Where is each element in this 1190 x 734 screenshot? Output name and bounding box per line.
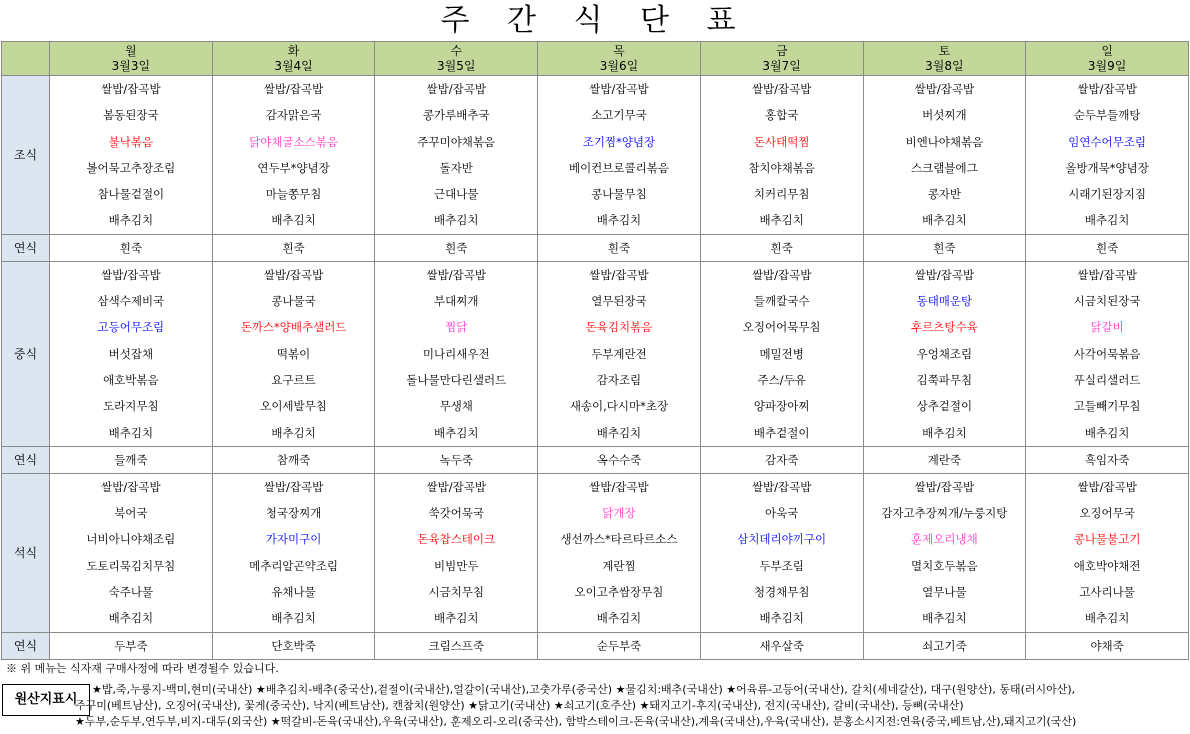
menu-item: 쌀밥/잡곡밥: [914, 267, 975, 282]
menu-item: 배추김치: [596, 425, 642, 440]
menu-item: 생선까스*타르타르소스: [560, 532, 678, 547]
menu-body: [2, 76, 1189, 660]
menu-item: 배추김치: [271, 611, 316, 626]
menu-item: 돌자반: [439, 160, 473, 175]
menu-item: 참나물겉절이: [97, 187, 165, 202]
menu-cell: [212, 446, 375, 473]
menu-cell: [863, 473, 1026, 632]
menu-item: 쌀밥/잡곡밥: [589, 82, 649, 96]
menu-cell: [50, 261, 213, 446]
day-date: 3월4일: [274, 58, 313, 73]
day-name: 화: [287, 43, 300, 58]
menu-item: 오이고추쌈장무침: [574, 585, 664, 600]
day-date: 3월3일: [111, 58, 151, 73]
menu-item: 버섯찌개: [922, 108, 967, 123]
day-header: [375, 42, 538, 76]
menu-item: 사각어묵볶음: [1073, 346, 1141, 361]
snack-row: [2, 446, 1189, 473]
meal-row: [2, 261, 1189, 446]
menu-cell: [1026, 473, 1189, 632]
menu-item: 새송이,다시마*초장: [569, 399, 669, 414]
menu-cell: [700, 261, 863, 446]
menu-item: 배추김치: [922, 611, 967, 626]
menu-item: 쌀밥/잡곡밥: [589, 267, 649, 282]
porridge-item: 흰죽: [933, 240, 956, 255]
menu-cell: [700, 446, 863, 473]
menu-item: 미나리새우전: [422, 346, 490, 361]
menu-item: 배추김치: [108, 213, 154, 228]
meal-label: 석식: [2, 473, 50, 632]
menu-item: 동태매운탕: [916, 294, 973, 309]
menu-item: 두부계란전: [591, 346, 647, 361]
porridge-item: 흰죽: [607, 240, 631, 255]
menu-item: 숙주나물: [108, 585, 154, 600]
menu-item: 비빔만두: [434, 558, 479, 573]
meal-label: 연식: [2, 632, 50, 659]
menu-item: 조기찜*양념장: [582, 134, 656, 149]
menu-item: 고등어무조림: [97, 320, 165, 335]
porridge-item: 새우살죽: [759, 638, 804, 653]
menu-item: 배추김치: [1084, 213, 1130, 228]
day-header-row: [2, 42, 1189, 76]
menu-item: 근대나물: [434, 187, 479, 202]
menu-item: 쌀밥/잡곡밥: [751, 479, 812, 494]
menu-item: 버섯잡채: [108, 346, 154, 361]
menu-item: 배추김치: [922, 213, 967, 228]
menu-cell: [212, 76, 375, 235]
day-date: 3월9일: [1087, 58, 1127, 73]
day-date: 3월8일: [925, 58, 964, 73]
menu-cell: [863, 261, 1026, 446]
menu-cell: [375, 261, 538, 446]
menu-item: 돈사태떡찜: [753, 134, 810, 149]
menu-cell: [375, 473, 538, 632]
menu-cell: [538, 76, 701, 235]
menu-cell: [212, 234, 375, 261]
menu-item: 김쭉파무침: [916, 372, 973, 387]
menu-item: 요구르트: [271, 372, 316, 387]
menu-cell: [1026, 446, 1189, 473]
menu-item: 멸치호두볶음: [911, 558, 978, 573]
menu-cell: [700, 473, 863, 632]
menu-item: 상추겉절이: [916, 399, 973, 414]
menu-item: 애호박볶음: [103, 372, 159, 387]
menu-item: 너비아니야채조림: [86, 532, 176, 547]
menu-item: 쌀밥/잡곡밥: [101, 479, 161, 494]
page-title: 주 간 식 단 표: [440, 3, 750, 38]
menu-item: 쌀밥/잡곡밥: [914, 479, 975, 494]
menu-item: 콩가루배추국: [422, 108, 490, 123]
day-name: 수: [450, 43, 463, 58]
menu-item: 후르츠탕수육: [911, 320, 978, 335]
menu-cell: [1026, 261, 1189, 446]
meal-label: 중식: [2, 261, 50, 446]
menu-cell: [50, 76, 213, 235]
menu-item: 가자미구이: [265, 532, 322, 547]
menu-item: 두부조림: [759, 558, 804, 573]
menu-item: 쌀밥/잡곡밥: [1077, 267, 1137, 282]
menu-item: 불낙볶음: [108, 134, 154, 149]
menu-item: 콩자반: [927, 187, 962, 202]
porridge-item: 야채죽: [1090, 638, 1124, 653]
menu-item: 북어국: [114, 506, 148, 521]
menu-item: 푸실리샐러드: [1073, 372, 1141, 387]
menu-item: 배추김치: [1084, 611, 1130, 626]
snack-row: [2, 632, 1189, 659]
menu-item: 배추김치: [759, 611, 804, 626]
menu-item: 임연수어무조림: [1068, 134, 1146, 149]
day-name: 월: [125, 43, 137, 58]
menu-cell: [375, 446, 538, 473]
day-date: 3월5일: [437, 58, 476, 73]
menu-item: 배추겉절이: [753, 425, 810, 440]
menu-item: 훈제오리냉채: [911, 532, 978, 547]
menu-item: 쌀밥/잡곡밥: [263, 82, 324, 96]
menu-cell: [375, 234, 538, 261]
day-header: [863, 42, 1026, 76]
menu-item: 도라지무침: [103, 399, 159, 414]
menu-item: 배추김치: [922, 425, 967, 440]
menu-item: 배추김치: [759, 213, 804, 228]
menu-item: 들깨칼국수: [753, 294, 810, 309]
menu-item: 애호박야채전: [1073, 558, 1141, 573]
menu-item: 베이컨브로콜리볶음: [568, 160, 669, 175]
menu-item: 쌀밥/잡곡밥: [1077, 479, 1137, 494]
menu-item: 열무나물: [922, 585, 967, 600]
menu-item: 닭개장: [602, 506, 636, 521]
menu-item: 떡볶이: [276, 346, 311, 361]
menu-cell: [50, 446, 213, 473]
menu-item: 돈육찹스테이크: [417, 532, 496, 547]
menu-item: 순두부들깨탕: [1073, 108, 1141, 123]
menu-item: 돈육김치볶음: [585, 320, 653, 335]
menu-item: 쌀밥/잡곡밥: [751, 267, 812, 282]
day-header: [1026, 42, 1189, 76]
menu-item: 돌나물만다린샐러드: [406, 372, 507, 387]
menu-item: 봄동된장국: [103, 108, 159, 123]
porridge-item: 녹두죽: [439, 452, 473, 467]
menu-item: 쌀밥/잡곡밥: [1077, 82, 1137, 96]
menu-item: 올방개묵*양념장: [1065, 160, 1149, 175]
menu-item: 고들빼기무침: [1073, 399, 1141, 414]
day-name: 목: [613, 43, 625, 58]
porridge-item: 흰죽: [282, 240, 305, 255]
menu-cell: [375, 76, 538, 235]
snack-row: [2, 234, 1189, 261]
menu-item: 우엉채조림: [916, 346, 973, 361]
menu-item: 오징어어묵무침: [742, 320, 821, 335]
day-date: 3월6일: [599, 58, 639, 73]
menu-item: 양파장아찌: [753, 399, 810, 414]
porridge-item: 흰죽: [1096, 240, 1119, 255]
menu-item: 콩나물국: [271, 294, 316, 309]
menu-cell: [212, 261, 375, 446]
origin-line-3: ★두부,순두부,연두부,비지-대두(외국산) ★떡갈비-돈육(국내산),우육(국내산), 훈제오리-오리(중국산), 함박스테이크-돈육(국내산),계육(국내산),우육(국내산), 분홍소시지전:연육(중국,베트남,산),돼지고기(국산): [75, 715, 1077, 728]
porridge-item: 옥수수죽: [596, 452, 642, 467]
menu-item: 배추김치: [108, 425, 154, 440]
menu-item: 메밀전병: [759, 346, 804, 361]
menu-item: 닭야채굴소스볶음: [249, 134, 338, 149]
porridge-item: 크림스프죽: [428, 638, 485, 653]
menu-item: 배추김치: [434, 425, 479, 440]
menu-item: 시금치무침: [428, 585, 485, 600]
menu-item: 배추김치: [434, 611, 479, 626]
porridge-item: 흑임자죽: [1084, 452, 1130, 467]
menu-cell: [212, 473, 375, 632]
menu-item: 청국장찌개: [265, 506, 322, 521]
menu-item: 삼색수제비국: [97, 294, 165, 309]
menu-item: 고사리나물: [1079, 585, 1135, 600]
menu-cell: [50, 632, 213, 659]
menu-item: 배추김치: [596, 213, 642, 228]
menu-item: 쌀밥/잡곡밥: [426, 267, 486, 282]
menu-item: 참치야채볶음: [748, 160, 815, 175]
menu-cell: [863, 234, 1026, 261]
day-date: 3월7일: [762, 58, 801, 73]
header-corner: [2, 42, 50, 76]
menu-item: 볼어묵고추장조림: [86, 160, 176, 175]
menu-item: 콩나물무침: [591, 187, 647, 202]
menu-item: 배추김치: [108, 611, 154, 626]
menu-item: 쌀밥/잡곡밥: [101, 267, 161, 282]
menu-item: 쑥갓어묵국: [428, 506, 485, 521]
menu-cell: [538, 632, 701, 659]
menu-item: 오징어무국: [1079, 506, 1135, 521]
meal-label: 연식: [2, 446, 50, 473]
menu-item: 계란찜: [602, 558, 636, 573]
menu-item: 감자조림: [596, 372, 642, 387]
menu-cell: [538, 473, 701, 632]
porridge-item: 흰죽: [770, 240, 793, 255]
menu-item: 배추김치: [271, 425, 316, 440]
day-header: [50, 42, 213, 76]
menu-item: 찜닭: [445, 320, 468, 335]
porridge-item: 감자죽: [765, 452, 799, 467]
menu-item: 쌀밥/잡곡밥: [426, 479, 486, 494]
menu-cell: [538, 234, 701, 261]
menu-item: 도토리묵김치무침: [86, 558, 176, 573]
menu-item: 시래기된장지짐: [1068, 187, 1146, 202]
menu-cell: [863, 632, 1026, 659]
menu-item: 마늘쫑무침: [265, 187, 322, 202]
menu-item: 콩나물불고기: [1073, 532, 1141, 547]
day-header: [700, 42, 863, 76]
menu-cell: [863, 76, 1026, 235]
menu-item: 쌀밥/잡곡밥: [263, 267, 324, 282]
porridge-item: 순두부죽: [596, 638, 642, 653]
menu-item: 열무된장국: [591, 294, 647, 309]
day-name: 일: [1101, 43, 1113, 58]
menu-item: 배추김치: [271, 213, 316, 228]
menu-item: 배추김치: [1084, 425, 1130, 440]
menu-item: 쌀밥/잡곡밥: [263, 479, 324, 494]
menu-item: 쌀밥/잡곡밥: [101, 82, 161, 96]
menu-item: 아욱국: [765, 506, 799, 521]
menu-item: 배추김치: [596, 611, 642, 626]
menu-change-note: ※ 위 메뉴는 식자재 구매사정에 따라 변경될수 있습니다.: [6, 662, 279, 675]
menu-item: 감자맑은국: [265, 108, 322, 123]
menu-item: 시금치된장국: [1073, 294, 1141, 309]
menu-item: 닭갈비: [1090, 320, 1124, 335]
menu-cell: [1026, 234, 1189, 261]
menu-item: 쌀밥/잡곡밥: [589, 479, 649, 494]
origin-line-2: 주꾸미(베트남산), 오징어(국내산), 꽃게(중국산), 낙지(베트남산), 캔참치(원양산) ★닭고기(국내산) ★쇠고기(호주산) ★돼지고기-후지(국내산), 전지(국내산), 갈비(국내산), 등뼈(국내산): [75, 699, 964, 712]
meal-row: [2, 473, 1189, 632]
menu-cell: [50, 234, 213, 261]
menu-cell: [1026, 632, 1189, 659]
menu-item: 치커리무침: [753, 187, 810, 202]
menu-item: 삼치데리야끼구이: [737, 532, 827, 547]
menu-item: 부대찌개: [434, 294, 479, 309]
menu-cell: [700, 632, 863, 659]
menu-item: 쌀밥/잡곡밥: [426, 82, 486, 96]
menu-item: 연두부*양념장: [257, 160, 330, 175]
porridge-item: 들깨죽: [114, 452, 148, 467]
menu-item: 주꾸미야채볶음: [417, 134, 496, 149]
menu-cell: [863, 446, 1026, 473]
porridge-item: 두부죽: [114, 638, 148, 653]
menu-item: 메추리알곤약조림: [249, 558, 338, 573]
menu-cell: [700, 76, 863, 235]
porridge-item: 참깨죽: [276, 452, 311, 467]
meal-label: 조식: [2, 76, 50, 235]
menu-item: 감자고추장찌개/누룽지탕: [881, 506, 1008, 521]
menu-cell: [700, 234, 863, 261]
menu-item: 주스/두유: [757, 372, 806, 387]
porridge-item: 흰죽: [445, 240, 468, 255]
menu-item: 비엔나야채볶음: [905, 134, 984, 149]
menu-item: 청경채무침: [753, 585, 810, 600]
meal-row: [2, 76, 1189, 235]
weekly-menu-table: [1, 41, 1189, 660]
menu-cell: [212, 632, 375, 659]
menu-item: 스크램블에그: [911, 160, 978, 175]
menu-item: 돈까스*양배추샐러드: [240, 320, 347, 335]
day-header: [212, 42, 375, 76]
menu-cell: [538, 261, 701, 446]
menu-cell: [1026, 76, 1189, 235]
menu-cell: [375, 632, 538, 659]
menu-cell: [538, 446, 701, 473]
menu-item: 소고기무국: [591, 108, 647, 123]
day-name: 금: [775, 43, 788, 58]
porridge-item: 계란죽: [927, 452, 962, 467]
menu-item: 배추김치: [434, 213, 479, 228]
menu-item: 쌀밥/잡곡밥: [914, 82, 975, 96]
porridge-item: 흰죽: [119, 240, 142, 255]
day-name: 토: [938, 43, 951, 58]
day-header: [538, 42, 701, 76]
menu-item: 유채나물: [271, 585, 316, 600]
origin-label: 원산지표시: [2, 684, 90, 716]
menu-item: 무생채: [439, 399, 473, 414]
porridge-item: 쇠고기죽: [922, 638, 967, 653]
origin-line-1: ★밥,죽,누룽지-백미,현미(국내산) ★배추김치-배추(중국산),겉절이(국내산),얼갈이(국내산),고춧가루(중국산) ★물김치:배추(국내산) ★어육류-고등어(국내산), 갈치(세네갈산), 대구(원양산), 동태(러시아산),: [92, 683, 1076, 696]
menu-item: 오이세발무침: [260, 399, 327, 414]
menu-item: 홍합국: [765, 108, 799, 123]
menu-item: 쌀밥/잡곡밥: [751, 82, 812, 96]
porridge-item: 단호박죽: [271, 638, 316, 653]
meal-label: 연식: [2, 234, 50, 261]
menu-cell: [50, 473, 213, 632]
